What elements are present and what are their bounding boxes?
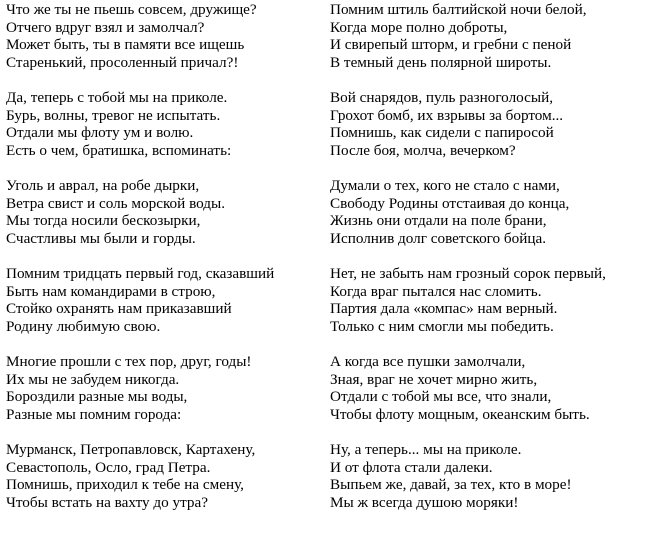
poem-line: Есть о чем, братишка, вспоминать:	[6, 141, 232, 159]
poem-line: Думали о тех, кого не стало с нами,	[330, 177, 560, 194]
poem-line: Старенький, просоленный причал?!	[6, 53, 239, 71]
poem-line: Отчего вдруг взял и замолчал?	[6, 18, 205, 36]
poem-line: Мы ж всегда душою моряки!	[330, 493, 519, 511]
poem-line: Помнишь, приходил к тебе на смену,	[6, 476, 244, 493]
poem-line: Грохот бомб, их взрывы за бортом...	[330, 106, 564, 124]
poem-line: Мы тогда носили бескозырки,	[6, 212, 201, 229]
poem-line: А когда все пушки замолчали,	[330, 353, 526, 370]
poem-line: Быть нам командирами в строю,	[6, 282, 216, 300]
stanza	[6, 265, 326, 335]
poem-line: Уголь и аврал, на робе дырки,	[6, 177, 200, 194]
poem-line: Выпьем же, давай, за тех, кто в море!	[330, 476, 572, 493]
poem-line: Что же ты не пьешь совсем, дружище?	[6, 1, 257, 18]
poem-line: Только с ним смогли мы победить.	[330, 317, 554, 335]
poem-line: В темный день полярной широты.	[330, 53, 552, 71]
stanza	[330, 89, 650, 159]
poem-line: Севастополь, Осло, град Петра.	[6, 458, 211, 476]
poem-line: Может быть, ты в памяти все ищешь	[6, 36, 245, 53]
poem-line: Вой снарядов, пуль разноголосый,	[330, 89, 553, 106]
poem-line: Да, теперь с тобой мы на приколе.	[6, 89, 228, 106]
stanza	[330, 1, 650, 71]
poem-line: Счастливы мы были и горды.	[6, 229, 196, 247]
poem-line: И свирепый шторм, и гребни с пеной	[330, 36, 572, 53]
stanza	[330, 441, 650, 511]
poem-line: Бороздили разные мы воды,	[6, 388, 188, 405]
poem-left-column	[6, 1, 326, 529]
poem-line: Отдали мы флоту ум и волю.	[6, 124, 194, 141]
poem-line: И от флота стали далеки.	[330, 458, 493, 476]
poem-line: Многие прошли с тех пор, друг, годы!	[6, 353, 252, 370]
stanza	[6, 177, 326, 247]
poem-line: Стойко охранять нам приказавший	[6, 300, 232, 317]
poem-line: Исполнив долг советского бойца.	[330, 229, 547, 247]
poem-line: Мурманск, Петропавловск, Картахену,	[6, 441, 256, 458]
poem-line: Свободу Родины отстаивая до конца,	[330, 194, 570, 212]
poem-line: Разные мы помним города:	[6, 405, 182, 423]
poem-right-column	[330, 1, 650, 529]
stanza	[6, 89, 326, 159]
poem-line: Жизнь они отдали на поле брани,	[330, 212, 547, 229]
poem-line: Чтобы встать на вахту до утра?	[6, 493, 209, 511]
poem-line: Ну, а теперь... мы на приколе.	[330, 441, 522, 458]
stanza	[330, 265, 650, 335]
poem-line: Ветра свист и соль морской воды.	[6, 194, 226, 212]
stanza	[6, 1, 326, 71]
stanza	[6, 441, 326, 511]
stanza	[330, 353, 650, 423]
poem-line: Партия дала «компас» нам верный.	[330, 300, 558, 317]
poem-line: Когда море полно доброты,	[330, 18, 508, 36]
poem-line: После боя, молча, вечерком?	[330, 141, 516, 159]
poem-line: Зная, враг не хочет мирно жить,	[330, 370, 538, 388]
poem-line: Их мы не забудем никогда.	[6, 370, 180, 388]
poem-line: Помним тридцать первый год, сказавший	[6, 265, 275, 282]
stanza	[330, 177, 650, 247]
poem-line: Чтобы флоту мощным, океанским быть.	[330, 405, 590, 423]
poem-line: Нет, не забыть нам грозный сорок первый,	[330, 265, 606, 282]
poem-line: Помнишь, как сидели с папиросой	[330, 124, 554, 141]
poem-line: Когда враг пытался нас сломить.	[330, 282, 542, 300]
poem-line: Помним штиль балтийской ночи белой,	[330, 1, 587, 18]
poem-line: Отдали с тобой мы все, что знали,	[330, 388, 552, 405]
poem-line: Родину любимую свою.	[6, 317, 161, 335]
poem-line: Бурь, волны, тревог не испытать.	[6, 106, 221, 124]
stanza	[6, 353, 326, 423]
